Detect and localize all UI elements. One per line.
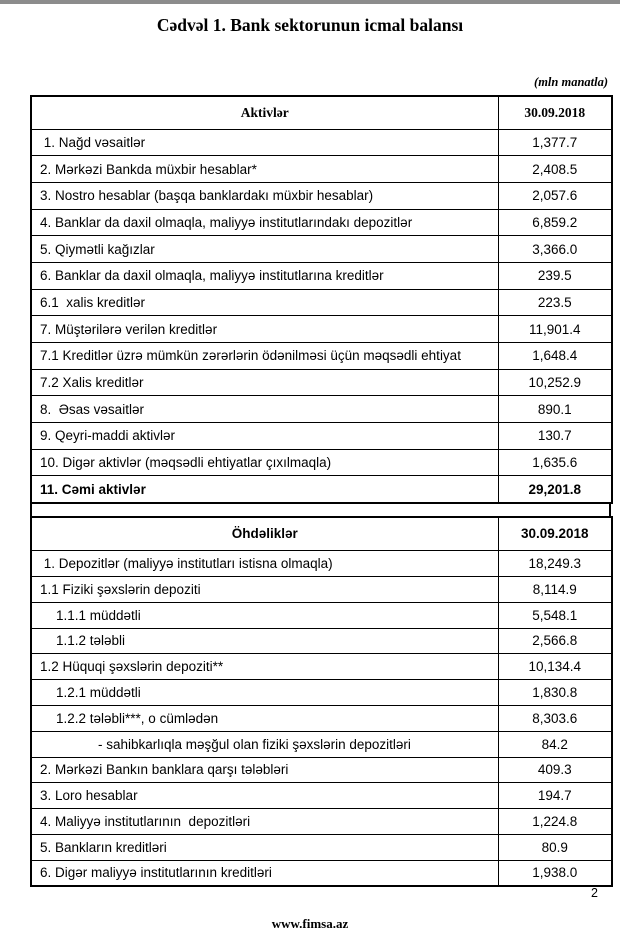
row-value: 8,114.9 bbox=[498, 576, 612, 602]
row-label: 4. Banklar da daxil olmaqla, maliyyə institutlarındakı depozitlər bbox=[31, 209, 498, 236]
table-row bbox=[31, 602, 612, 628]
table-row bbox=[31, 129, 612, 156]
row-value: 8,303.6 bbox=[498, 705, 612, 731]
row-label: 10. Digər aktivlər (məqsədli ehtiyatlar çıxılmaqla) bbox=[31, 449, 498, 476]
row-label: 3. Nostro hesablar (başqa banklardakı müxbir hesablar) bbox=[31, 182, 498, 209]
row-value: 1,830.8 bbox=[498, 680, 612, 706]
table-row bbox=[31, 396, 612, 423]
table-row bbox=[31, 316, 612, 343]
row-value: 409.3 bbox=[498, 757, 612, 783]
row-value: 2,057.6 bbox=[498, 182, 612, 209]
page-top-divider bbox=[0, 0, 620, 4]
row-value: 10,134.4 bbox=[498, 654, 612, 680]
row-value: 84.2 bbox=[498, 731, 612, 757]
row-value: 239.5 bbox=[498, 262, 612, 289]
balance-tables-container bbox=[30, 95, 611, 887]
table-row bbox=[31, 289, 612, 316]
row-label: 1. Depozitlər (maliyyə institutları istisna olmaqla) bbox=[31, 551, 498, 577]
table-row bbox=[31, 449, 612, 476]
assets-header-date: 30.09.2018 bbox=[498, 96, 612, 129]
table-row bbox=[31, 757, 612, 783]
row-value: 1,377.7 bbox=[498, 129, 612, 156]
row-label: 7.1 Kreditlər üzrə mümkün zərərlərin ödənilməsi üçün məqsədli ehtiyat bbox=[31, 343, 498, 370]
row-value: 29,201.8 bbox=[498, 476, 612, 503]
table-row bbox=[31, 551, 612, 577]
table-row bbox=[31, 476, 612, 503]
unit-note: (mln manatla) bbox=[534, 75, 608, 89]
table-row bbox=[31, 209, 612, 236]
row-label: 1.1.2 tələbli bbox=[31, 628, 498, 654]
row-label: 3. Loro hesablar bbox=[31, 783, 498, 809]
table-row bbox=[31, 628, 612, 654]
table-row bbox=[31, 262, 612, 289]
row-value: 1,224.8 bbox=[498, 809, 612, 835]
row-value: 80.9 bbox=[498, 834, 612, 860]
row-label: 5. Qiymətli kağızlar bbox=[31, 236, 498, 263]
row-label: 1.2 Hüquqi şəxslərin depoziti** bbox=[31, 654, 498, 680]
liabilities-table bbox=[30, 516, 613, 887]
row-value: 1,635.6 bbox=[498, 449, 612, 476]
table-row bbox=[31, 783, 612, 809]
row-value: 1,648.4 bbox=[498, 343, 612, 370]
row-value: 6,859.2 bbox=[498, 209, 612, 236]
table-row bbox=[31, 705, 612, 731]
table-row bbox=[31, 182, 612, 209]
row-value: 223.5 bbox=[498, 289, 612, 316]
row-value: 194.7 bbox=[498, 783, 612, 809]
row-value: 5,548.1 bbox=[498, 602, 612, 628]
row-value: 18,249.3 bbox=[498, 551, 612, 577]
footer-url: www.fimsa.az bbox=[271, 916, 349, 931]
table-row bbox=[31, 343, 612, 370]
table-row bbox=[31, 731, 612, 757]
row-value: 890.1 bbox=[498, 396, 612, 423]
row-label: 1.2.1 müddətli bbox=[31, 680, 498, 706]
table-row bbox=[31, 834, 612, 860]
table-row bbox=[31, 860, 612, 886]
page-title: Cədvəl 1. Bank sektorunun icmal balansı bbox=[156, 15, 464, 35]
row-value: 130.7 bbox=[498, 423, 612, 450]
row-label: 6. Banklar da daxil olmaqla, maliyyə institutlarına kreditlər bbox=[31, 262, 498, 289]
assets-header-row bbox=[31, 96, 612, 129]
row-label: 8. Əsas vəsaitlər bbox=[31, 396, 498, 423]
table-row bbox=[31, 809, 612, 835]
row-label: 7.2 Xalis kreditlər bbox=[31, 369, 498, 396]
row-label: - sahibkarlıqla məşğul olan fiziki şəxslərin depozitləri bbox=[31, 731, 498, 757]
row-label: 4. Maliyyə institutlarının depozitləri bbox=[31, 809, 498, 835]
assets-table bbox=[30, 95, 613, 504]
row-label: 2. Mərkəzi Bankın banklara qarşı tələbləri bbox=[31, 757, 498, 783]
table-row bbox=[31, 236, 612, 263]
table-row bbox=[31, 654, 612, 680]
row-value: 11,901.4 bbox=[498, 316, 612, 343]
table-row bbox=[31, 156, 612, 183]
row-value: 1,938.0 bbox=[498, 860, 612, 886]
table-row bbox=[31, 576, 612, 602]
page-number: 2 bbox=[591, 886, 598, 900]
row-label: 1.1 Fiziki şəxslərin depoziti bbox=[31, 576, 498, 602]
row-label: 1. Nağd vəsaitlər bbox=[31, 129, 498, 156]
row-value: 10,252.9 bbox=[498, 369, 612, 396]
row-label: 6.1 xalis kreditlər bbox=[31, 289, 498, 316]
assets-header-label: Aktivlər bbox=[31, 96, 498, 129]
liabilities-header-date: 30.09.2018 bbox=[498, 517, 612, 551]
table-row bbox=[31, 369, 612, 396]
table-row bbox=[31, 423, 612, 450]
row-label: 9. Qeyri-maddi aktivlər bbox=[31, 423, 498, 450]
row-label: 6. Digər maliyyə institutlarının kreditləri bbox=[31, 860, 498, 886]
row-label: 1.1.1 müddətli bbox=[31, 602, 498, 628]
table-row bbox=[31, 680, 612, 706]
table-spacer bbox=[30, 504, 611, 516]
row-label: 5. Bankların kreditləri bbox=[31, 834, 498, 860]
liabilities-header-label: Öhdəliklər bbox=[31, 517, 498, 551]
row-value: 3,366.0 bbox=[498, 236, 612, 263]
row-value: 2,566.8 bbox=[498, 628, 612, 654]
row-label: 1.2.2 tələbli***, o cümlədən bbox=[31, 705, 498, 731]
liabilities-header-row bbox=[31, 517, 612, 551]
row-label: 7. Müştərilərə verilən kreditlər bbox=[31, 316, 498, 343]
row-value: 2,408.5 bbox=[498, 156, 612, 183]
row-label: 2. Mərkəzi Bankda müxbir hesablar* bbox=[31, 156, 498, 183]
row-label: 11. Cəmi aktivlər bbox=[31, 476, 498, 503]
